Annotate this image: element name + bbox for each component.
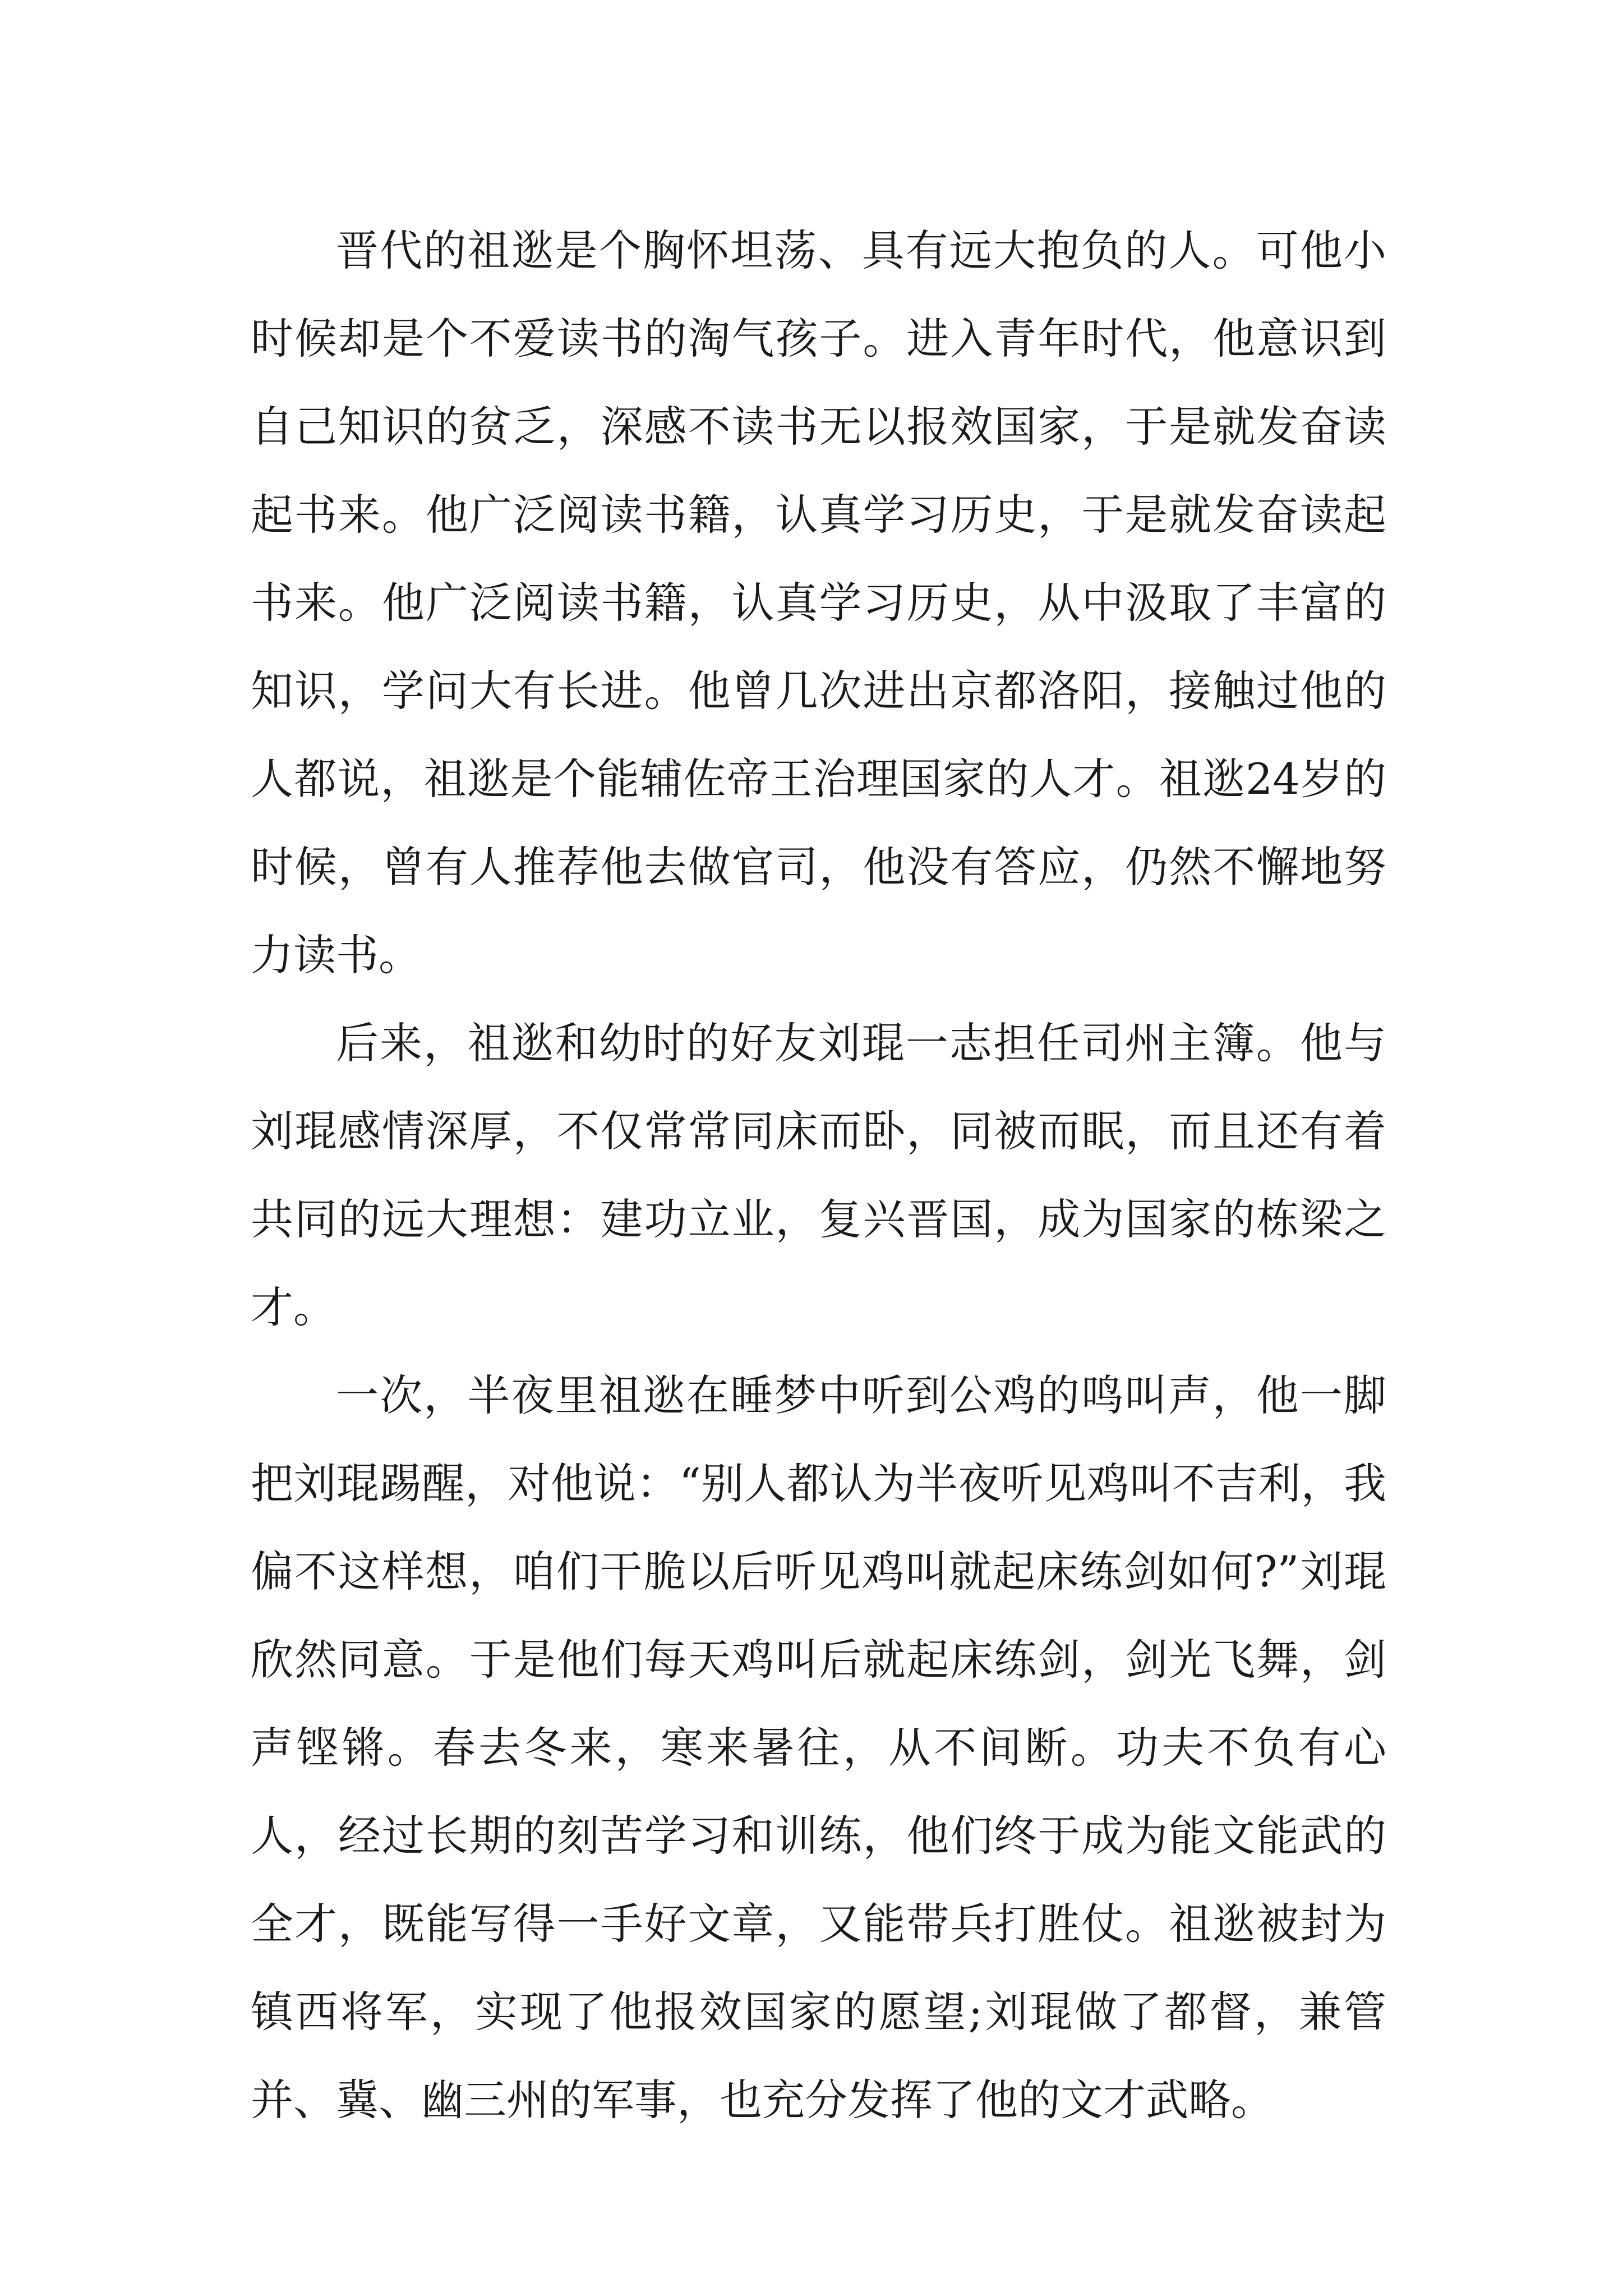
paragraph-3: 一次，半夜里祖逖在睡梦中听到公鸡的鸣叫声，他一脚把刘琨踢醒，对他说：“别人都认为半夜听见鸡叫不吉利，我偏不这样想，咱们干脆以后听见鸡叫就起床练剑如何?”刘琨欣然同意。于是他们每天鸡叫后就起床练剑，剑光飞舞，剑声铿锵。春去冬来，寒来暑往，从不间断。功夫不负有心人，经过长期的刻苦学习和训练，他们终于成为能文能武的全才，既能写得一手好文章，又能带兵打胜仗。祖逖被封为镇西将军，实现了他报效国家的愿望;刘琨做了都督，兼管并、冀、幽三州的军事，也充分发挥了他的文才武略。 [251, 1370, 1386, 2125]
document-body [251, 206, 1386, 2144]
paragraph-2: 后来，祖逖和幼时的好友刘琨一志担任司州主簿。他与刘琨感情深厚，不仅常常同床而卧，同被而眠，而且还有着共同的远大理想：建功立业，复兴晋国，成为国家的栋梁之才。 [251, 1018, 1386, 1332]
paragraph-1: 晋代的祖逖是个胸怀坦荡、具有远大抱负的人。可他小时候却是个不爱读书的淘气孩子。进入青年时代，他意识到自己知识的贫乏，深感不读书无以报效国家，于是就发奋读起书来。他广泛阅读书籍，认真学习历史，于是就发奋读起书来。他广泛阅读书籍，认真学习历史，从中汲取了丰富的知识，学问大有长进。他曾几次进出京都洛阳，接触过他的人都说，祖逖是个能辅佐帝王治理国家的人才。祖逖24岁的时候，曾有人推荐他去做官司，他没有答应，仍然不懈地努力读书。 [251, 226, 1386, 980]
